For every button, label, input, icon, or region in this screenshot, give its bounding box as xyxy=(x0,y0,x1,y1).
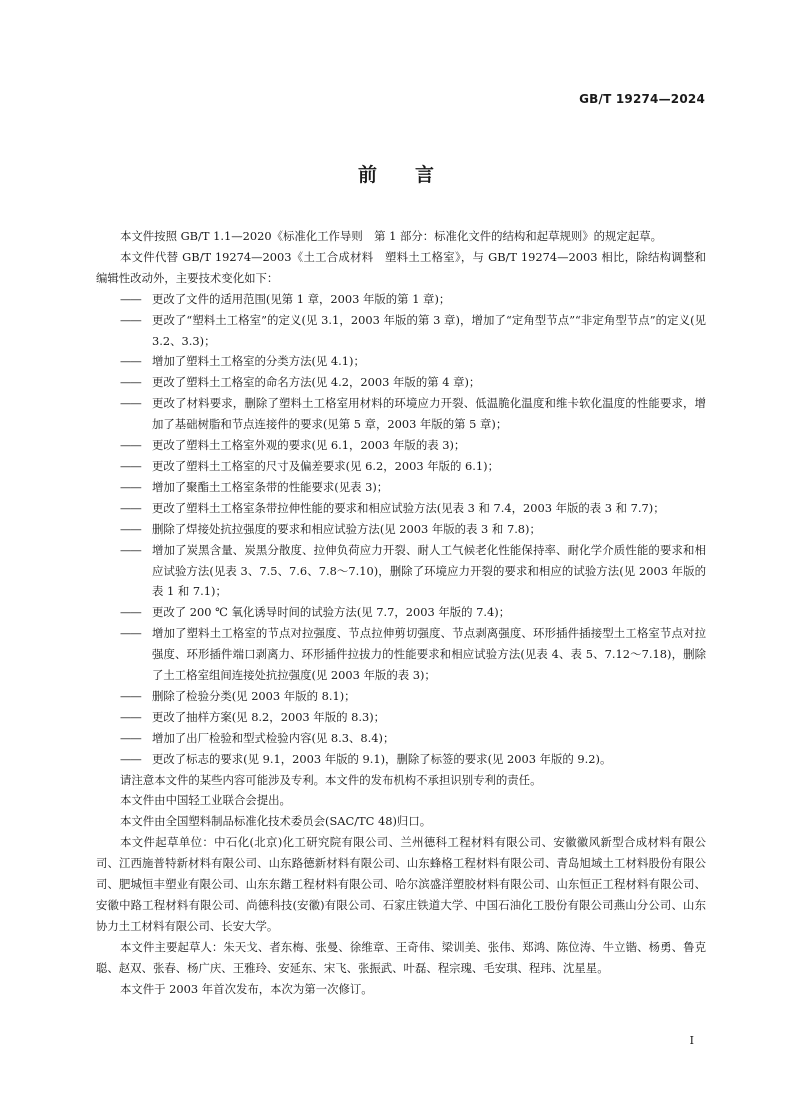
list-item xyxy=(96,540,706,603)
list-item-text: 更改了塑料土工格室的命名方法(见 4.2，2003 年版的第 4 章)； xyxy=(152,375,481,390)
title-char-1: 前 xyxy=(357,164,377,186)
main-drafters: 本文件主要起草人：朱天戈、者东梅、张曼、徐维章、王奇伟、梁训美、张伟、郑鸿、陈位涛、牛立锴、杨勇、鲁克聪、赵双、张春、杨广庆、王雅玲、安延东、宋飞、张振武、叶磊、程宗瑰、毛安琪、程玮、沈星星。 xyxy=(96,939,706,975)
list-item xyxy=(96,749,706,770)
intro-paragraph-replacement: 本文件代替 GB/T 19274—2003《土工合成材料 塑料土工格室》，与 GB/T 19274—2003 相比，除结构调整和编辑性改动外，主要技术变化如下： xyxy=(96,249,706,285)
list-dash: —— xyxy=(120,709,141,724)
patent-notice: 请注意本文件的某些内容可能涉及专利。本文件的发布机构不承担识别专利的责任。 xyxy=(120,772,542,787)
list-dash: —— xyxy=(120,354,141,369)
list-item-text: 增加了出厂检验和型式检验内容(见 8.3、8.4)； xyxy=(152,730,395,745)
list-item-text: 更改了“塑料土工格室”的定义(见 3.1，2003 年版的第 3 章)，增加了“定角型节点”“非定角型节点”的定义(见 3.2、3.3)； xyxy=(152,312,706,348)
list-item xyxy=(96,393,706,435)
list-item xyxy=(96,728,706,749)
list-item xyxy=(96,707,706,728)
publication-history: 本文件于 2003 年首次发布，本次为第一次修订。 xyxy=(120,981,373,996)
list-item xyxy=(96,477,706,498)
list-item xyxy=(96,310,706,352)
list-item xyxy=(96,372,706,393)
list-dash: —— xyxy=(120,605,141,620)
list-item-text: 更改了塑料土工格室外观的要求(见 6.1，2003 年版的表 3)； xyxy=(152,438,466,453)
list-item xyxy=(96,602,706,623)
technical-changes-list xyxy=(96,289,706,770)
list-item-text: 更改了塑料土工格室的尺寸及偏差要求(见 6.2，2003 年版的 6.1)； xyxy=(152,458,499,473)
list-dash: —— xyxy=(120,458,141,473)
list-item-text: 更改了材料要求，删除了塑料土工格室用材料的环境应力开裂、低温脆化温度和维卡软化温度的性能要求，增加了基础树脂和节点连接件的要求(见第 5 章，2003 年版的第 5 章)； xyxy=(152,396,706,432)
foreword-body xyxy=(96,226,706,1000)
list-dash: —— xyxy=(120,500,141,515)
list-item xyxy=(96,623,706,686)
intro-paragraph-drafting-rules: 本文件按照 GB/T 1.1—2020《标准化工作导则 第 1 部分：标准化文件的结构和起草规则》的规定起草。 xyxy=(120,229,662,243)
proposer-statement: 本文件由中国轻工业联合会提出。 xyxy=(120,793,291,808)
list-item-text: 增加了塑料土工格室的节点对拉强度、节点拉伸剪切强度、节点剥离强度、环形插件插接型土工格室节点对拉强度、环形插件端口剥离力、环形插件拉拔力的性能要求和相应试验方法(见表 4、表 5、7.12～7.18)，删除了土工格室组间连接处抗拉强度(见 2003 年版的表 3)； xyxy=(152,626,706,683)
list-item xyxy=(96,289,706,310)
list-dash: —— xyxy=(120,626,141,641)
list-item xyxy=(96,498,706,519)
list-item-text: 更改了 200 ℃ 氧化诱导时间的试验方法(见 7.7，2003 年版的 7.4)； xyxy=(152,605,511,620)
list-dash: —— xyxy=(120,730,141,745)
list-item-text: 增加了塑料土工格室的分类方法(见 4.1)； xyxy=(152,354,365,369)
page-title xyxy=(0,160,792,187)
list-item xyxy=(96,519,706,540)
page-number: I xyxy=(689,1034,694,1047)
list-item xyxy=(96,686,706,707)
list-dash: —— xyxy=(120,396,141,411)
list-dash: —— xyxy=(120,312,141,327)
list-dash: —— xyxy=(120,688,141,703)
list-item-text: 更改了文件的适用范围(见第 1 章，2003 年版的第 1 章)； xyxy=(152,291,451,306)
standard-code: GB/T 19274—2024 xyxy=(579,92,705,106)
list-dash: —— xyxy=(120,521,141,536)
list-dash: —— xyxy=(120,479,141,494)
title-char-2: 言 xyxy=(415,164,435,186)
list-item xyxy=(96,435,706,456)
list-dash: —— xyxy=(120,375,141,390)
list-item-text: 删除了检验分类(见 2003 年版的 8.1)； xyxy=(152,688,356,703)
list-item-text: 增加了炭黑含量、炭黑分散度、拉伸负荷应力开裂、耐人工气候老化性能保持率、耐化学介质性能的要求和相应试验方法(见表 3、7.5、7.6、7.8～7.10)，删除了环境应力开裂的要求和相应的试验方法(见 2003 年版的表 1 和 7.1)； xyxy=(152,542,706,599)
list-dash: —— xyxy=(120,438,141,453)
list-dash: —— xyxy=(120,751,141,766)
list-item-text: 删除了焊接处抗拉强度的要求和相应试验方法(见 2003 年版的表 3 和 7.8)； xyxy=(152,521,541,536)
list-item xyxy=(96,456,706,477)
list-dash: —— xyxy=(120,542,141,557)
list-dash: —— xyxy=(120,291,141,306)
list-item-text: 增加了聚酯土工格室条带的性能要求(见表 3)； xyxy=(152,479,389,494)
list-item-text: 更改了标志的要求(见 9.1，2003 年版的 9.1)，删除了标签的要求(见 2003 年版的 9.2)。 xyxy=(152,751,612,766)
committee-statement: 本文件由全国塑料制品标准化技术委员会(SAC/TC 48)归口。 xyxy=(120,814,432,829)
list-item-text: 更改了抽样方案(见 8.2，2003 年版的 8.3)； xyxy=(152,709,386,724)
list-item-text: 更改了塑料土工格室条带拉伸性能的要求和相应试验方法(见表 3 和 7.4，2003 年版的表 3 和 7.7)； xyxy=(152,500,665,515)
list-item xyxy=(96,351,706,372)
drafting-organizations: 本文件起草单位：中石化(北京)化工研究院有限公司、兰州德科工程材料有限公司、安徽徽风新型合成材料有限公司、江西施普特新材料有限公司、山东路德新材料有限公司、山东蜂格工程材料有限公司、青岛旭域土工材料股份有限公司、肥城恒丰塑业有限公司、山东东鍇工程材料有限公司、哈尔滨盛洋塑胶材料有限公司、山东恒正工程材料有限公司、安徽中路工程材料有限公司、尚德科技(安徽)有限公司、石家庄铁道大学、中国石油化工股份有限公司燕山分公司、山东协力土工材料有限公司、长安大学。 xyxy=(96,835,706,933)
